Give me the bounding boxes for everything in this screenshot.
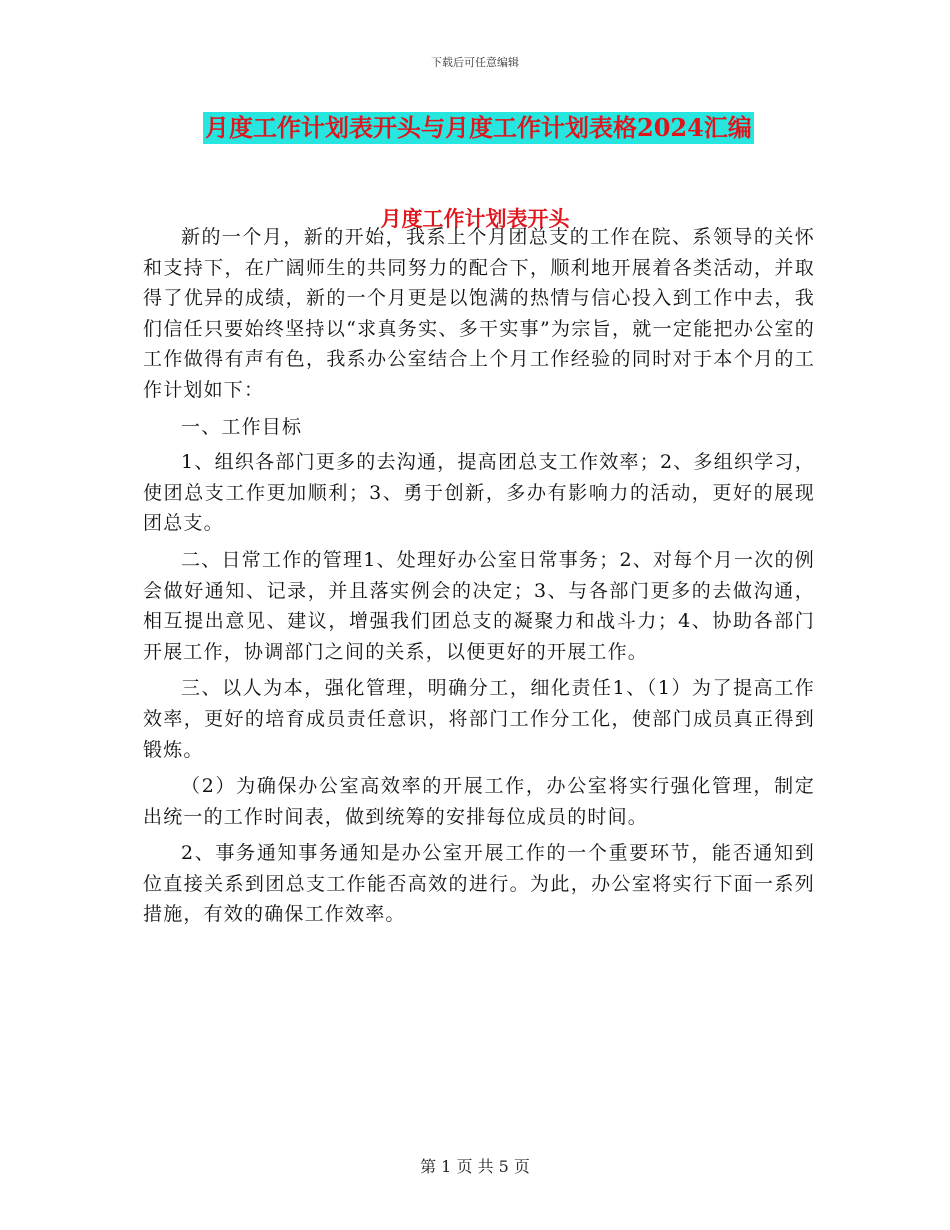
document-body	[143, 222, 815, 936]
paragraph-daily-management: 二、日常工作的管理1、处理好办公室日常事务；2、对每个月一次的例会做好通知、记录，并且落实例会的决定；3、与各部门更多的去做沟通，相互提出意见、建议，增强我们团总支的凝聚力和战斗力；4、协助各部门开展工作，协调部门之间的关系，以便更好的开展工作。	[143, 548, 815, 663]
paragraph-efficiency: （2）为确保办公室高效率的开展工作，办公室将实行强化管理，制定出统一的工作时间表，做到统筹的安排每位成员的时间。	[143, 775, 815, 828]
heading-work-goals: 一、工作目标	[181, 415, 303, 438]
document-title: 月度工作计划表开头与月度工作计划表格2024汇编	[205, 113, 752, 142]
paragraph-intro: 新的一个月，新的开始，我系上个月团总支的工作在院、系领导的关怀和支持下，在广阔师生的共同努力的配合下，顺利地开展着各类活动，并取得了优异的成绩，新的一个月更是以饱满的热情与信心投入到工作中去，我们信任只要始终坚持以“求真务实、多干实事”为宗旨，就一定能把办公室的工作做得有声有色，我系办公室结合上个月工作经验的同时对于本个月的工作计划如下：	[143, 226, 815, 401]
header-note: 下载后可任意编辑	[431, 56, 519, 69]
section-title: 月度工作计划表开头	[380, 206, 570, 231]
paragraph-notifications: 2、事务通知事务通知是办公室开展工作的一个重要环节，能否通知到位直接关系到团总支工作能否高效的进行。为此，办公室将实行下面一系列措施，有效的确保工作效率。	[143, 842, 815, 926]
page-number: 第 1 页 共 5 页	[420, 1157, 530, 1176]
paragraph-goals: 1、组织各部门更多的去沟通，提高团总支工作效率；2、多组织学习，使团总支工作更加顺利；3、勇于创新，多办有影响力的活动，更好的展现团总支。	[143, 451, 815, 535]
paragraph-people-oriented: 三、以人为本，强化管理，明确分工，细化责任1、（1）为了提高工作效率，更好的培育成员责任意识，将部门工作分工化，使部门成员真正得到锻炼。	[143, 677, 815, 761]
